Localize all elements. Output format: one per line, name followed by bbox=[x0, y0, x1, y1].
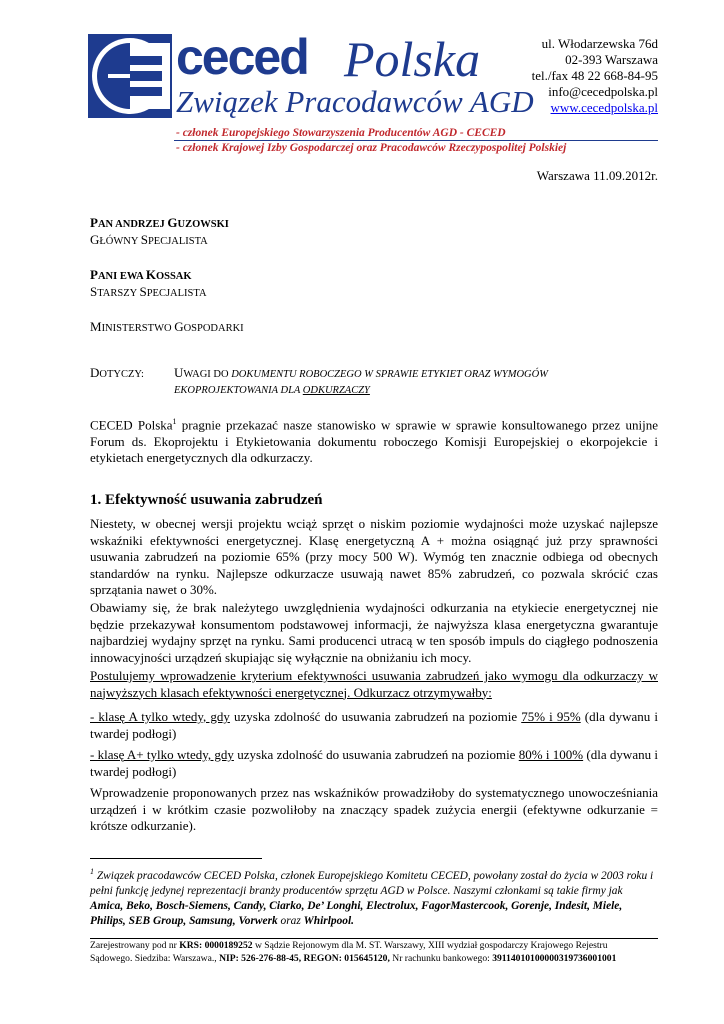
recipient-1: PAN ANDRZEJ GUZOWSKI GŁÓWNY SPECJALISTA bbox=[90, 215, 229, 247]
recipient-2: PANI EWA KOSSAK STARSZY SPECJALISTA bbox=[90, 267, 207, 299]
address-block bbox=[532, 36, 658, 116]
section-heading: 1. Efektywność usuwania zabrudzeń bbox=[90, 492, 323, 508]
membership-lines bbox=[176, 126, 566, 156]
address-phone: tel./fax 48 22 668-84-95 bbox=[531, 68, 658, 83]
footnote-rule bbox=[90, 858, 262, 859]
subject-label: DOTYCZY: bbox=[90, 365, 144, 380]
address-city: 02-393 Warszawa bbox=[565, 52, 658, 67]
section-paragraph-1: Niestety, w obecnej wersji projektu wciąż sprzęt o niskim poziomie wydajności może uzyskać najlepsze wskaźniki efektywności energetycznej. Klasę energetyczną A + można osiągnąć już przy sprawności usuwania zabrudzeń na poziomie 65% (przy mocy 500 W). Wymóg ten znacznie odbiega od obecnych standardów na rynku. Najlepsze odkurzacze usuwają nawet 85% zabrudzeń, co pozwala skrócić czas sprzątania nawet o 30%. bbox=[90, 516, 658, 597]
recipients bbox=[90, 215, 244, 354]
footer-rule bbox=[90, 938, 658, 939]
ministry: MINISTERSTWO GOSPODARKI bbox=[90, 319, 244, 334]
address-street: ul. Włodarzewska 76d bbox=[541, 36, 658, 51]
footnote: $^1$ Związek pracodawców CECED Polska, członek Europejskiego Komitetu CECED, powołany został do życia w 2003 roku i pełni funkcję jedynej reprezentacji branży producentów sprzętu AGD w Polsce. Naszymi członkami są takie firmy jak Amica, Beko, Bosch-Siemens, Candy, Ciarko, De’ Longhi, Electrolux, FagorMastercook, Gorenje, Indesit, Miele, Philips, SEB Group, Samsung, Vorwerk oraz Whirlpool. bbox=[90, 867, 654, 927]
logo-brand: ceced bbox=[176, 29, 308, 85]
ceced-logo bbox=[88, 29, 534, 124]
address-email: info@cecedpolska.pl bbox=[548, 84, 658, 99]
section-paragraph-6: Wprowadzenie proponowanych przez nas wskaźników prowadziłoby do systematycznego unowocześniania urządzeń i w krótkim czasie pozwoliłoby na znaczący spadek zużycia energii (efektywne odkurzanie = krótsze odkurzanie). bbox=[90, 785, 658, 833]
section-paragraph-5: - klasę A+ tylko wtedy, gdy uzyska zdolność do usuwania zabrudzeń na poziomie 80% i 100% (dla dywanu i twardej podłogi) bbox=[90, 747, 658, 779]
logo-brand-polska: Polska bbox=[344, 31, 481, 87]
membership-line-2: - członek Krajowej Izby Gospodarczej oraz Pracodawców Rzeczypospolitej Polskiej bbox=[176, 142, 567, 154]
section-paragraph-3: Postulujemy wprowadzenie kryterium efektywności usuwania zabrudzeń jako wymogu dla odkurzaczy w najwyższych klasach efektywności energetycznej. Odkurzacz otrzymywałby: bbox=[90, 668, 658, 700]
section-paragraph-2: Obawiamy się, że brak należytego uwzględnienia wydajności odkurzania na etykiecie energetycznej nie będzie przekazywał konsumentom podstawowej informacji, że najwyższa klasa energetyczna gwarantuje najbardziej wydajny sprzęt na rynku. Sami producenci utracą w ten sposób impuls do ciągłego podnoszenia innowacyjności urządzeń skupiając się wyłącznie na obniżaniu ich mocy. bbox=[90, 600, 658, 665]
membership-line-1: - członek Europejskiego Stowarzyszenia Producentów AGD - CECED bbox=[176, 127, 506, 139]
letter-date: Warszawa 11.09.2012r. bbox=[536, 168, 658, 183]
intro-paragraph: CECED Polska$^1$ pragnie przekazać nasze stanowisko w sprawie w sprawie konsultowanego przez unijne Forum ds. Ekoprojektu i Etykietowania dokumentu roboczego Komisji Europejskiej o ekorpojekcie i etykietach energetycznych dla odkurzaczy. bbox=[90, 417, 658, 466]
registration-footer: Zarejestrowany pod nr KRS: 0000189252 w Sądzie Rejonowym dla M. ST. Warszawy, XIII wydział gospodarczy Krajowego Rejestru Sądowego. Siedziba: Warszawa., NIP: 526-276-88-45, REGON: 015645120, Nr rachunku bankowego: 39114010100000319736001001 bbox=[90, 940, 617, 964]
header-divider bbox=[174, 140, 658, 141]
website-link[interactable]: www.cecedpolska.pl bbox=[550, 100, 658, 115]
logo-subtitle: Związek Pracodawców AGD bbox=[176, 84, 534, 119]
ceced-logo-icon bbox=[88, 34, 172, 118]
section-paragraph-4: - klasę A tylko wtedy, gdy uzyska zdolność do usuwania zabrudzeń na poziomie 75% i 95% (dla dywanu i twardej podłogi) bbox=[90, 709, 658, 741]
subject-text: UWAGI DO DOKUMENTU ROBOCZEGO W SPRAWIE ETYKIET ORAZ WYMOGÓW EKOPROJEKTOWANIA DLA ODKURZACZY bbox=[174, 365, 548, 396]
